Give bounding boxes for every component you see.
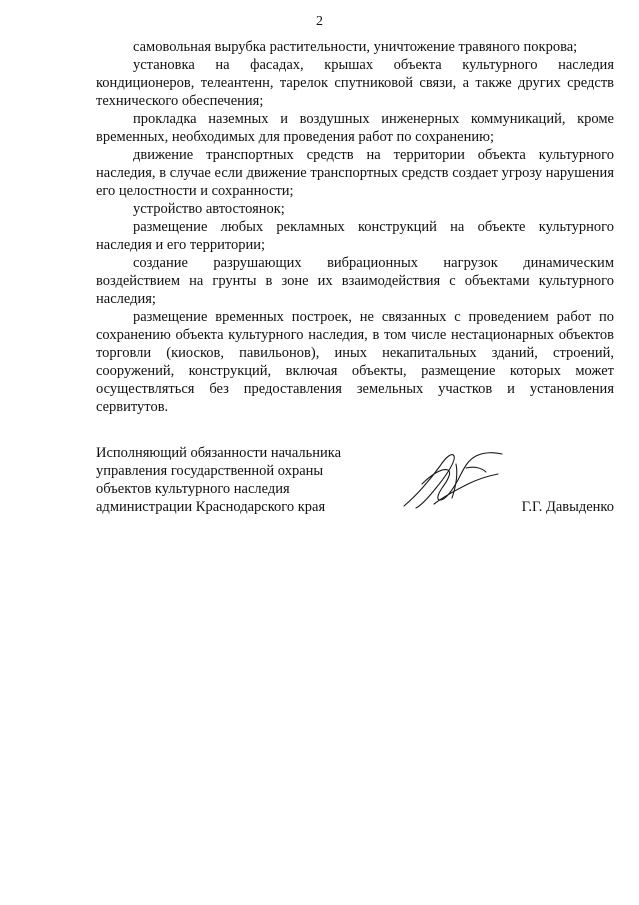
signer-title-line: администрации Краснодарского края <box>96 499 326 515</box>
signer-name: Г.Г. Давыденко <box>521 499 614 515</box>
paragraph-temporary-buildings: размещение временных построек, не связанных с проведением работ по сохранению объекта культурного наследия, в том числе нестационарных объектов торговли (киосков, павильонов), иных некапитальных зданий, строений, сооружений, конструкций, включая объекты, размещение которых может осуществляться без предоставления земельных участков и установления сервитутов. <box>96 309 614 415</box>
page-number: 2 <box>316 14 323 29</box>
document-body <box>96 38 614 416</box>
paragraph-advertising: размещение любых рекламных конструкций на объекте культурного наследия и его территории; <box>96 219 614 253</box>
paragraph-vegetation: самовольная вырубка растительности, уничтожение травяного покрова; <box>133 39 578 55</box>
signer-title-line: Исполняющий обязанности начальника <box>96 445 342 461</box>
signature-block <box>96 444 614 524</box>
paragraph-vibration-loads: создание разрушающих вибрационных нагрузок динамическим воздействием на грунты в зоне их взаимодействия с объектами культурного наследия; <box>96 255 614 307</box>
signer-title-line: управления государственной охраны <box>96 463 324 479</box>
paragraph-engineering-communications: прокладка наземных и воздушных инженерных коммуникаций, кроме временных, необходимых для проведения работ по сохранению; <box>96 111 614 145</box>
signer-title <box>96 444 386 516</box>
paragraph-facade-equipment: установка на фасадах, крышах объекта культурного наследия кондиционеров, телеантенн, тарелок спутниковой связи, а также других средств технического обеспечения; <box>96 57 614 109</box>
paragraph-vehicle-traffic: движение транспортных средств на территории объекта культурного наследия, в случае если движение транспортных средств создает угрозу нарушения его целостности и сохранности; <box>96 147 614 199</box>
paragraph-parking: устройство автостоянок; <box>133 201 285 217</box>
signer-title-line: объектов культурного наследия <box>96 481 290 497</box>
handwritten-signature <box>396 444 506 516</box>
